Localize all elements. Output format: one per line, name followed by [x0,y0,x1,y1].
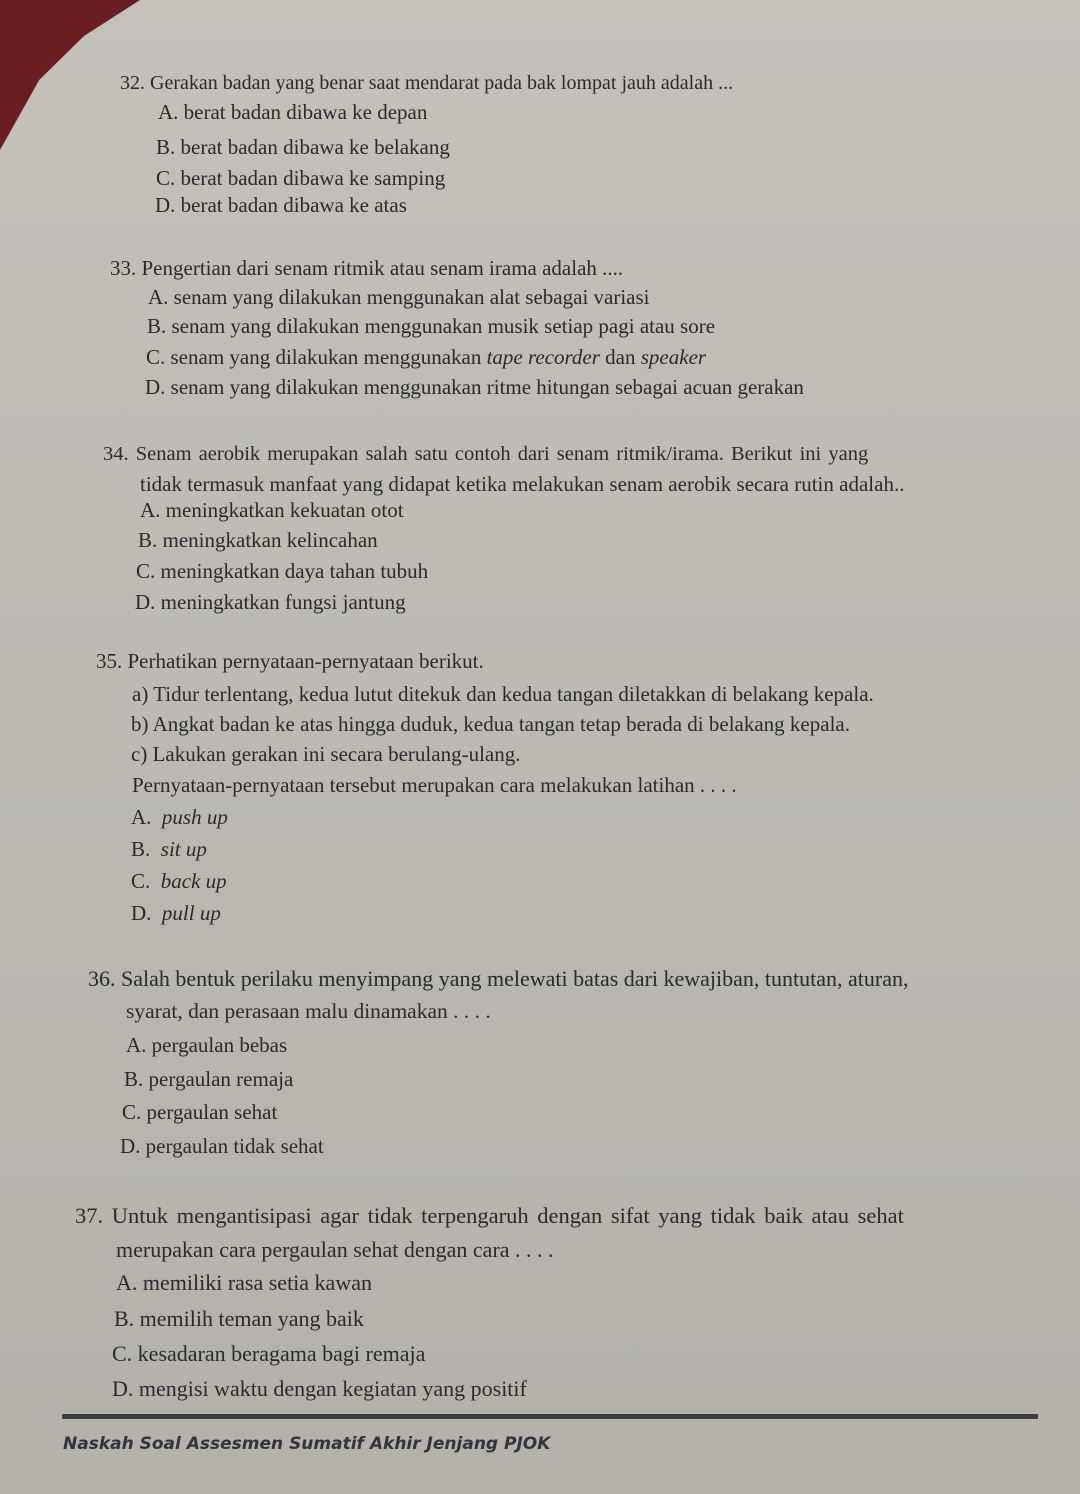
question-line-2: syarat, dan perasaan malu dinamakan . . . . [126,999,491,1023]
option-c: C. berat badan dibawa ke samping [156,166,446,190]
option-text: pull up [161,901,221,925]
option-d: D. meningkatkan fungsi jantung [135,590,406,614]
option-letter: B. [131,837,151,861]
option-a: A. pergaulan bebas [126,1033,288,1057]
option-b: B. pergaulan remaja [124,1067,294,1091]
option-b: B. berat badan dibawa ke belakang [156,135,450,159]
option-a: A. berat badan dibawa ke depan [158,100,428,124]
question-prompt: Pernyataan-pernyataan tersebut merupakan cara melakukan latihan . . . . [132,773,737,797]
option-letter: A. [131,805,152,829]
option-text: push up [161,805,228,829]
option-d: D. mengisi waktu dengan kegiatan yang positif [112,1376,527,1401]
question-line-2: tidak termasuk manfaat yang didapat ketika melakukan senam aerobik secara rutin adalah.. [140,472,905,496]
option-c-text: C. senam yang dilakukan menggunakan [146,345,487,369]
question-text: 32. Gerakan badan yang benar saat mendarat pada bak lompat jauh adalah ... [120,72,734,94]
statement-a: a) Tidur terlentang, kedua lutut ditekuk dan kedua tangan diletakkan di belakang kepala. [132,682,874,706]
option-c-mid: dan [599,345,641,369]
question-text: 33. Pengertian dari senam ritmik atau senam irama adalah .... [110,256,624,280]
statement-b: b) Angkat badan ke atas hingga duduk, kedua tangan tetap berada di belakang kepala. [131,712,850,736]
option-c [146,344,706,370]
question-text: 35. Perhatikan pernyataan-pernyataan berikut. [96,649,484,673]
statement-c: c) Lakukan gerakan ini secara berulang-ulang. [131,742,521,766]
question-line-1: 37. Untuk mengantisipasi agar tidak terpengaruh dengan sifat yang tidak baik atau sehat [75,1203,904,1228]
option-d [131,900,221,926]
footer-divider [62,1414,1038,1419]
question-line-1: 34. Senam aerobik merupakan salah satu contoh dari senam ritmik/irama. Berikut ini yang [103,443,869,465]
option-text: sit up [160,837,207,861]
option-b: B. memilih teman yang baik [114,1306,364,1331]
question-line-2: merupakan cara pergaulan sehat dengan cara . . . . [116,1237,554,1262]
option-d: D. senam yang dilakukan menggunakan ritme hitungan sebagai acuan gerakan [145,375,804,399]
option-text: back up [160,869,227,893]
option-b: B. meningkatkan kelincahan [138,528,378,552]
option-a: A. memiliki rasa setia kawan [116,1270,372,1295]
question-line-1: 36. Salah bentuk perilaku menyimpang yang melewati batas dari kewajiban, tuntutan, aturan, [88,966,909,991]
option-b [131,836,207,862]
option-c: C. meningkatkan daya tahan tubuh [136,559,429,583]
option-b: B. senam yang dilakukan menggunakan musik setiap pagi atau sore [147,314,716,338]
option-a: A. senam yang dilakukan menggunakan alat sebagai variasi [148,285,650,309]
option-c: C. kesadaran beragama bagi remaja [112,1341,426,1366]
footer-title: Naskah Soal Assesmen Sumatif Akhir Jenjang PJOK [63,1434,551,1454]
option-d: D. berat badan dibawa ke atas [155,193,407,217]
option-a [131,804,228,830]
option-c-italic-1: tape recorder [486,345,600,369]
option-letter: D. [131,901,152,925]
option-c [131,868,227,894]
option-c: C. pergaulan sehat [122,1100,278,1124]
option-d: D. pergaulan tidak sehat [120,1134,324,1158]
option-letter: C. [131,869,151,893]
option-c-italic-2: speaker [640,345,707,369]
option-a: A. meningkatkan kekuatan otot [140,498,404,522]
